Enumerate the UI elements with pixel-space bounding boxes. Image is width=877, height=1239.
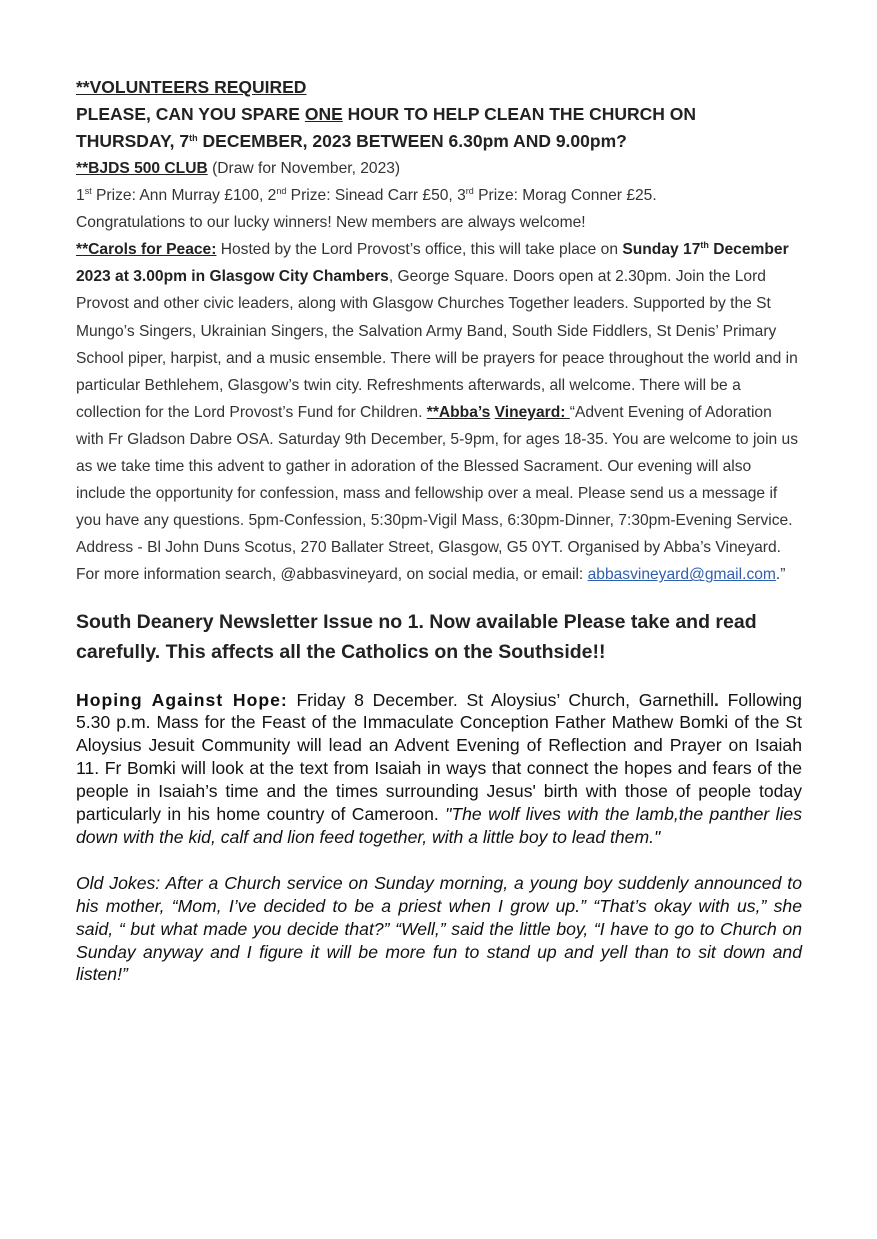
abba-heading: **Abba’s	[426, 403, 491, 421]
hope-paragraph: Hoping Against Hope: Friday 8 December. St Aloysius’ Church, Garnethill. Following 5.30 p.m. Mass for the Feast of the Immaculate Conception Father Mathew Bomki of the St Aloysius Jesuit Community will lead an Advent Evening of Reflection and Prayer on Isaiah 11. Fr Bomki will look at the text from Isaiah in ways that connect the hopes and fears of the people in Isaiah’s time and the times surrounding Jesus' birth with those of people today particularly in his home country of Cameroon. "The wolf lives with the lamb,the panther lies down with the kid, calf and lion feed together, with a little boy to lead them."	[76, 689, 802, 847]
volunteers-section	[76, 74, 802, 155]
club-heading: **BJDS 500 CLUB	[76, 160, 208, 177]
club-section: **BJDS 500 CLUB (Draw for November, 2023) 1st Prize: Ann Murray £100, 2nd Prize: Sinead Carr £50, 3rd Prize: Morag Conner £25. Congratulations to our lucky winners! New members are always welcome!	[76, 155, 802, 236]
newsletter-page	[76, 74, 802, 986]
hope-heading: Hoping Against Hope:	[76, 689, 288, 710]
email-link[interactable]: abbasvineyard@gmail.com	[587, 566, 776, 584]
club-prizes: 1st Prize: Ann Murray £100, 2nd Prize: Sinead Carr £50, 3rd Prize: Morag Conner £25.	[76, 186, 657, 205]
carols-abba-paragraph: **Carols for Peace: Hosted by the Lord Provost’s office, this will take place on Sunday 17th December 2023 at 3.00pm in Glasgow City Chambers, George Square. Doors open at 2.30pm. Join the Lord Provost and other civic leaders, along with Glasgow Churches Together leaders. Supported by the St Mungo’s Singers, Ukrainian Singers, the Salvation Army Band, South Side Fiddlers, St Denis’ Primary School piper, harpist, and a music ensemble. There will be prayers for peace throughout the world and in particular Bethlehem, Glasgow’s twin city. Refreshments afterwards, all welcome. There will be a collection for the Lord Provost’s Fund for Children. **Abba’s Vineyard: “Advent Evening of Adoration with Fr Gladson Dabre OSA. Saturday 9th December, 5-9pm, for ages 18-35. You are welcome to join us as we take time this advent to gather in adoration of the Blessed Sacrament. Our evening will also include the opportunity for confession, mass and fellowship over a meal. Please send us a message if you have any questions. 5pm-Confession, 5:30pm-Vigil Mass, 6:30pm-Dinner, 7:30pm-Evening Service. Address - Bl John Duns Scotus, 270 Ballater Street, Glasgow, G5 0YT. Organised by Abba’s Vineyard. For more information search, @abbasvineyard, on social media, or email: abbasvineyard@gmail.com.”	[76, 240, 799, 584]
jokes-paragraph: Old Jokes: After a Church service on Sunday morning, a young boy suddenly announced to his mother, “Mom, I’ve decided to be a priest when I grow up.” “That’s okay with us,” she said, “ but what made you decide that?” “Well,” said the little boy, “I have to go to Church on Sunday anyway and I figure it will be more fun to stand up and yell than to sit down and listen!”	[76, 872, 802, 985]
club-congrats: Congratulations to our lucky winners! New members are always welcome!	[76, 214, 586, 232]
carols-heading: **Carols for Peace:	[76, 241, 217, 259]
volunteers-request: PLEASE, CAN YOU SPARE ONE HOUR TO HELP CLEAN THE CHURCH ON THURSDAY, 7th DECEMBER, 2023 BETWEEN 6.30pm AND 9.00pm?	[76, 104, 697, 151]
deanery-notice: South Deanery Newsletter Issue no 1. Now available Please take and read carefully. This affects all the Catholics on the Southside!!	[76, 610, 757, 663]
volunteers-heading: **VOLUNTEERS REQUIRED	[76, 77, 307, 97]
hope-quote: "The wolf lives with the lamb,the panther lies down with the kid, calf and lion feed together, with a little boy to lead them."	[76, 804, 802, 847]
